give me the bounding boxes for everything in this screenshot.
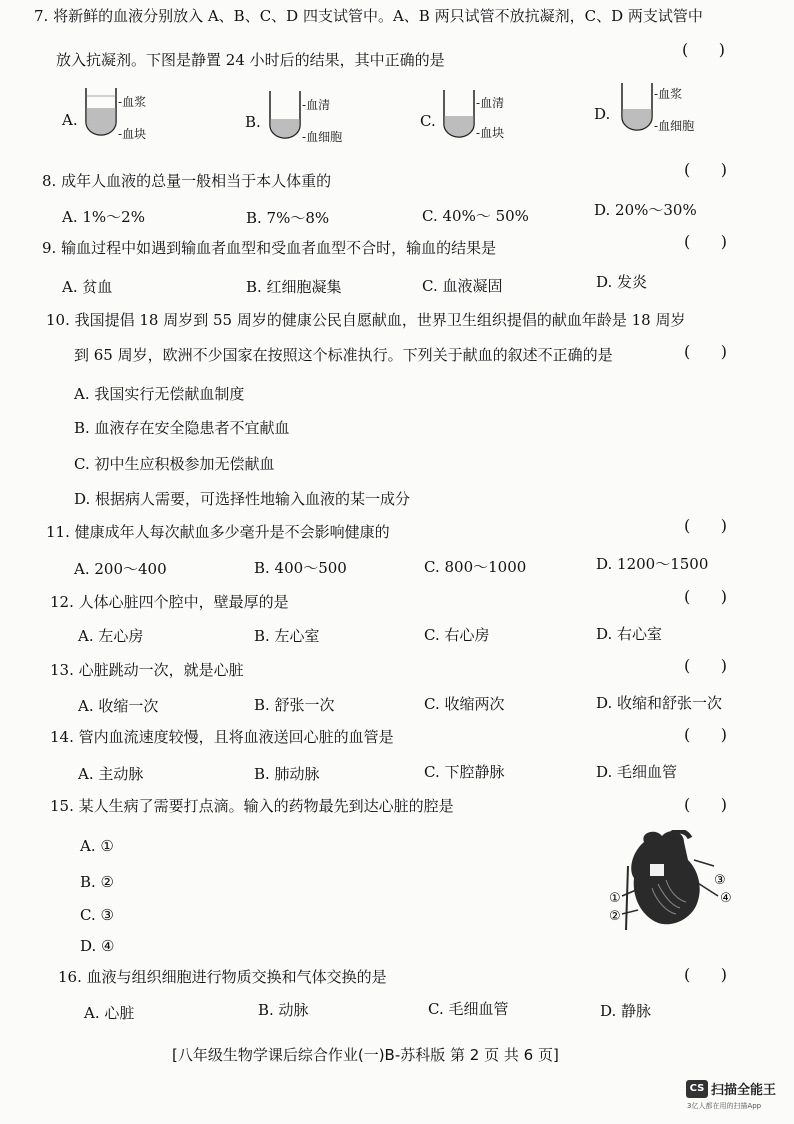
- q7-tube-c-letter: C.: [420, 112, 436, 130]
- q16-option-c: C. 毛细血管: [428, 1000, 509, 1018]
- q8-option-b: B. 7%～8%: [246, 209, 330, 227]
- q7-answer-paren: ( ): [682, 40, 725, 59]
- q9-option-c: C. 血液凝固: [422, 277, 503, 295]
- q9-stem: 9. 输血过程中如遇到输血者血型和受血者血型不合时，输血的结果是: [42, 239, 497, 257]
- q9-option-d: D. 发炎: [596, 273, 648, 291]
- q7-tube-a-icon: [84, 88, 118, 136]
- q13-option-a: A. 收缩一次: [78, 697, 159, 715]
- q13-answer-paren: ( ): [684, 656, 727, 675]
- q7-tube-c-bottom-text: 血块: [480, 126, 505, 140]
- q15-stem: 15. 某人生病了需要打点滴。输入的药物最先到达心脏的腔是: [50, 797, 454, 815]
- q10-stem-line2: 到 65 周岁，欧洲不少国家在按照这个标准执行。下列关于献血的叙述不正确的是: [74, 346, 613, 364]
- q7-tube-c-icon: [442, 90, 476, 138]
- q12-option-b: B. 左心室: [254, 627, 320, 645]
- q8-stem: 8. 成年人血液的总量一般相当于本人体重的: [42, 172, 332, 190]
- q10-answer-paren: ( ): [684, 342, 727, 361]
- q15-option-a: A. ①: [80, 837, 114, 855]
- q12-answer-paren: ( ): [684, 587, 727, 606]
- heart-diagram-icon: [606, 830, 746, 930]
- q10-stem-line1: 10. 我国提倡 18 周岁到 55 周岁的健康公民自愿献血，世界卫生组织提倡的献血年龄是 18 周岁: [46, 311, 686, 329]
- q7-tube-b-top-label: -血清: [302, 98, 331, 112]
- q7-tube-b-bottom-label: -血细胞: [302, 130, 343, 144]
- q11-option-a: A. 200～400: [74, 560, 167, 578]
- camscanner-brand: 扫描全能王: [711, 1083, 777, 1098]
- q15-option-d: D. ④: [80, 937, 115, 955]
- q8-option-d: D. 20%～30%: [594, 201, 697, 219]
- q13-option-c: C. 收缩两次: [424, 695, 505, 713]
- q8-option-c: C. 40%～ 50%: [422, 207, 529, 225]
- q7-tube-b-icon: [268, 91, 302, 139]
- q12-option-c: C. 右心房: [424, 626, 490, 644]
- q15-option-b: B. ②: [80, 873, 115, 891]
- q14-stem: 14. 管内血流速度较慢，且将血液送回心脏的血管是: [50, 728, 394, 746]
- q7-tube-a-letter: A.: [62, 111, 78, 129]
- camscanner-logo-icon: CS: [686, 1080, 708, 1098]
- q7-tube-c-top-text: 血清: [480, 96, 505, 110]
- q7-tube-a-bottom-text: 血块: [122, 127, 147, 141]
- q11-option-d: D. 1200～1500: [596, 555, 709, 573]
- q9-answer-paren: ( ): [684, 232, 727, 251]
- heart-label-4: ④: [720, 891, 732, 906]
- q7-tube-b-bottom-text: 血细胞: [306, 130, 343, 144]
- q7-stem-line2: 放入抗凝剂。下图是静置 24 小时后的结果，其中正确的是: [56, 51, 445, 69]
- q11-option-c: C. 800～1000: [424, 558, 527, 576]
- q12-option-a: A. 左心房: [78, 627, 144, 645]
- q9-option-b: B. 红细胞凝集: [246, 278, 342, 296]
- q13-option-d: D. 收缩和舒张一次: [596, 694, 723, 712]
- q7-tube-a-bottom-label: -血块: [118, 127, 147, 141]
- q8-answer-paren: ( ): [684, 160, 727, 179]
- heart-label-1: ①: [609, 891, 621, 906]
- page-footer: [八年级生物学课后综合作业(一)B-苏科版 第 2 页 共 6 页]: [172, 1046, 559, 1064]
- q10-option-d: D. 根据病人需要，可选择性地输入血液的某一成分: [74, 490, 411, 508]
- q7-tube-a-top-text: 血浆: [122, 95, 147, 109]
- q15-answer-paren: ( ): [684, 795, 727, 814]
- q14-option-d: D. 毛细血管: [596, 763, 678, 781]
- q11-option-b: B. 400～500: [254, 559, 347, 577]
- q7-tube-b-top-text: 血清: [306, 98, 331, 112]
- q7-tube-d-top-text: 血浆: [658, 87, 683, 101]
- q8-option-a: A. 1%～2%: [62, 208, 145, 226]
- q7-tube-c-top-label: -血清: [476, 96, 505, 110]
- q10-option-a: A. 我国实行无偿献血制度: [74, 385, 245, 403]
- q11-answer-paren: ( ): [684, 516, 727, 535]
- q7-tube-d-letter: D.: [594, 105, 611, 123]
- q7-tube-c-bottom-label: -血块: [476, 126, 505, 140]
- q12-option-d: D. 右心室: [596, 625, 663, 643]
- q7-tube-d-bottom-label: -血细胞: [654, 119, 695, 133]
- q7-tube-b-letter: B.: [245, 113, 261, 131]
- q14-option-c: C. 下腔静脉: [424, 763, 505, 781]
- q9-option-a: A. 贫血: [62, 278, 113, 296]
- q7-stem-line1: 7. 将新鲜的血液分别放入 A、B、C、D 四支试管中。A、B 两只试管不放抗凝剂，C、D 两支试管中: [34, 7, 703, 25]
- q14-option-a: A. 主动脉: [78, 765, 144, 783]
- q16-answer-paren: ( ): [684, 965, 727, 984]
- q16-option-b: B. 动脉: [258, 1001, 309, 1019]
- q11-stem: 11. 健康成年人每次献血多少毫升是不会影响健康的: [46, 523, 390, 541]
- q16-option-d: D. 静脉: [600, 1002, 652, 1020]
- q16-option-a: A. 心脏: [84, 1004, 135, 1022]
- q16-stem: 16. 血液与组织细胞进行物质交换和气体交换的是: [58, 968, 387, 986]
- q14-answer-paren: ( ): [684, 725, 727, 744]
- q10-option-b: B. 血液存在安全隐患者不宜献血: [74, 419, 290, 437]
- q7-tube-d-bottom-text: 血细胞: [658, 119, 695, 133]
- heart-label-3: ③: [714, 873, 726, 888]
- camscanner-tagline: 3亿人都在用的扫描App: [687, 1102, 762, 1110]
- q10-option-c: C. 初中生应积极参加无偿献血: [74, 455, 275, 473]
- q13-stem: 13. 心脏跳动一次，就是心脏: [50, 661, 244, 679]
- q7-tube-d-top-label: -血浆: [654, 87, 683, 101]
- q7-tube-d-icon: [620, 83, 654, 131]
- q14-option-b: B. 肺动脉: [254, 765, 320, 783]
- heart-label-2: ②: [609, 909, 621, 924]
- q15-option-c: C. ③: [80, 906, 114, 924]
- q12-stem: 12. 人体心脏四个腔中，壁最厚的是: [50, 593, 289, 611]
- q13-option-b: B. 舒张一次: [254, 696, 335, 714]
- q7-tube-a-top-label: -血浆: [118, 95, 147, 109]
